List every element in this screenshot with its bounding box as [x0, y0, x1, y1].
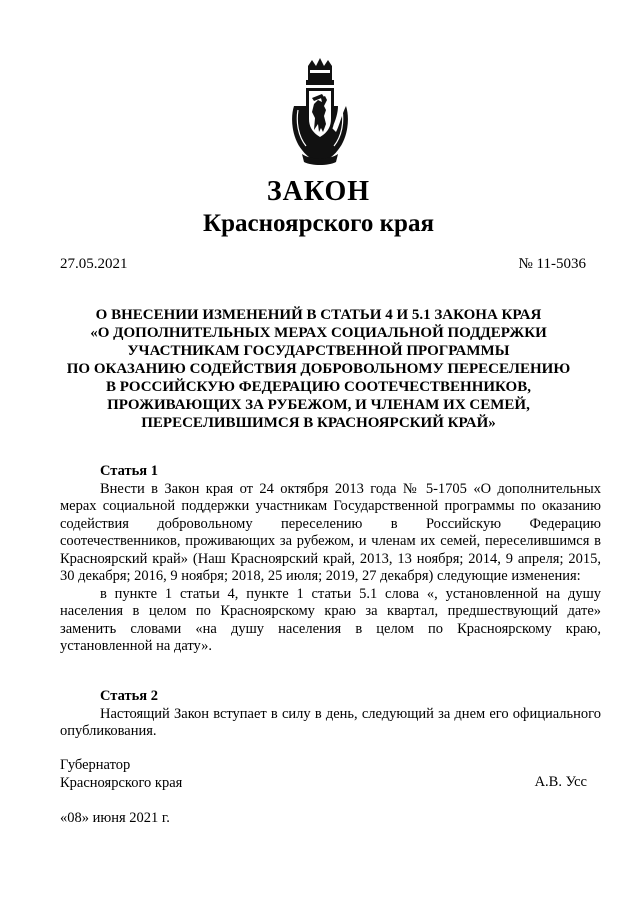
heading-line: УЧАСТНИКАМ ГОСУДАРСТВЕННОЙ ПРОГРАММЫ: [127, 343, 510, 359]
heading-line: «О ДОПОЛНИТЕЛЬНЫХ МЕРАХ СОЦИАЛЬНОЙ ПОДДЕРЖКИ: [90, 325, 547, 341]
signer-name: А.В. Усс: [534, 774, 587, 790]
article-2-paragraph-1: Настоящий Закон вступает в силу в день, следующий за днем его официального опубликования.: [60, 705, 601, 739]
article-2: [60, 688, 601, 741]
article-1-paragraph-2: в пункте 1 статьи 4, пункте 1 статьи 5.1 слова «, установленной на душу населения в целом по Красноярскому краю за квартал, предшествующий дате» заменить словами «на душу населения в целом по Красноярскому краю, установленной на дату».: [60, 585, 601, 654]
article-1-title: Статья 1: [100, 463, 158, 479]
heading-line: О ВНЕСЕНИИ ИЗМЕНЕНИЙ В СТАТЬИ 4 И 5.1 ЗАКОНА КРАЯ: [95, 307, 542, 323]
document-type-title: ЗАКОН: [266, 176, 371, 207]
article-1: [60, 463, 601, 656]
heading-line: ПЕРЕСЕЛИВШИМСЯ В КРАСНОЯРСКИЙ КРАЙ»: [141, 415, 496, 431]
document-subtitle: Красноярского края: [203, 210, 434, 237]
signer-position: [60, 756, 182, 792]
article-1-paragraph-1: Внести в Закон края от 24 октября 2013 года № 5-1705 «О дополнительных мерах социальной поддержки участникам Государственной программы по оказанию содействия добровольному переселению в Российскую Федерацию соотечественников, проживающих за рубежом, и членам их семей, переселившимся в Красноярский край» (Наш Красноярский край, 2013, 13 ноября; 2014, 9 апреля; 2015, 30 декабря; 2016, 9 ноября; 2018, 25 июля; 2019, 27 декабря) следующие изменения:: [60, 480, 601, 584]
signer-position-line: Губернатор: [60, 757, 131, 773]
coat-of-arms-icon: [288, 58, 352, 168]
article-2-title: Статья 2: [100, 688, 158, 704]
document-number: № 11-5036: [518, 256, 586, 272]
signature-date: «08» июня 2021 г.: [60, 810, 170, 826]
document-date: 27.05.2021: [60, 256, 128, 272]
law-heading: [40, 306, 597, 432]
heading-line: ПРОЖИВАЮЩИХ ЗА РУБЕЖОМ, И ЧЛЕНАМ ИХ СЕМЕЙ,: [107, 397, 530, 413]
heading-line: ПО ОКАЗАНИЮ СОДЕЙСТВИЯ ДОБРОВОЛЬНОМУ ПЕРЕСЕЛЕНИЮ: [66, 361, 571, 377]
signer-position-line: Красноярского края: [60, 775, 183, 791]
heading-line: В РОССИЙСКУЮ ФЕДЕРАЦИЮ СООТЕЧЕСТВЕННИКОВ,: [106, 379, 531, 395]
